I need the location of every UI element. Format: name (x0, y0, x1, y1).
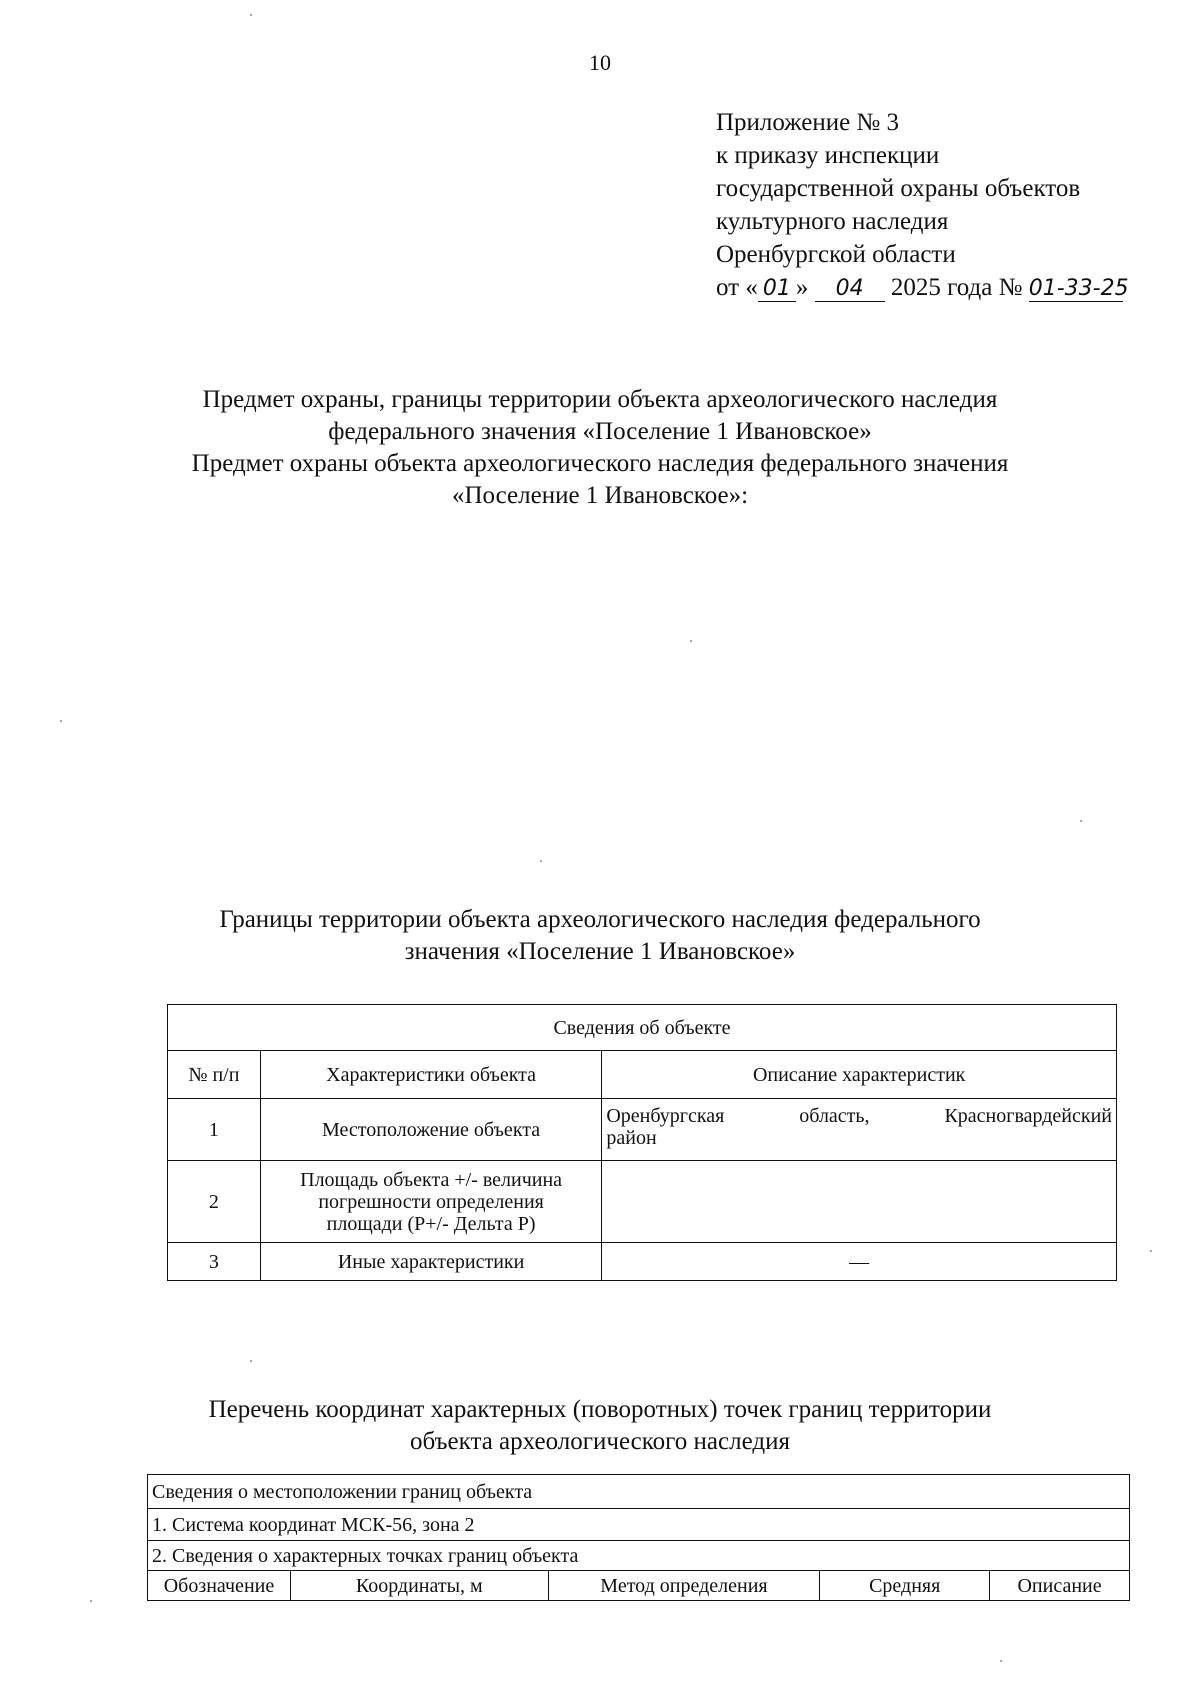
heading-line: Предмет охраны, границы территории объекта археологического наследия (202, 386, 998, 413)
appendix-block (716, 106, 1129, 304)
row-description: — (602, 1243, 1117, 1281)
date-year: 2025 года № (890, 274, 1023, 301)
description-line: район (606, 1127, 657, 1149)
table-row (168, 1243, 1117, 1281)
appendix-line: к приказу инспекции (716, 142, 940, 169)
column-header: Характеристики объекта (260, 1051, 602, 1099)
column-header: Метод определения (548, 1571, 820, 1601)
column-header: Описание (990, 1571, 1130, 1601)
scan-speck (1000, 1660, 1002, 1662)
appendix-date-line (716, 271, 1129, 304)
heading-line: Предмет охраны объекта археологического наследия федерального значения (191, 450, 1009, 477)
coord-section-title: Сведения о местоположении границ объекта (148, 1475, 1130, 1509)
heading-line: Границы территории объекта археологического наследия федерального (219, 906, 981, 933)
row-number: 1 (168, 1099, 261, 1161)
scan-speck (60, 720, 62, 722)
heading-subject-of-protection (0, 384, 1200, 512)
heading-line: значения «Поселение 1 Ивановское» (404, 938, 796, 965)
table-header-row (168, 1051, 1117, 1099)
scan-speck (690, 640, 692, 642)
heading-line: объекта археологического наследия (410, 1428, 790, 1455)
table-row (148, 1475, 1130, 1509)
description-word: область, (799, 1105, 870, 1127)
order-number: 01-33-25 (1028, 276, 1129, 301)
column-header: № п/п (168, 1051, 261, 1099)
coordinates-table (147, 1474, 1130, 1601)
coord-system: 1. Система координат МСК-56, зона 2 (148, 1509, 1130, 1541)
column-header: Координаты, м (290, 1571, 548, 1601)
page-number: 10 (589, 50, 611, 75)
table-row (148, 1541, 1130, 1571)
table-row (168, 1099, 1117, 1161)
heading-line: Перечень координат характерных (поворотных) точек границ территории (208, 1396, 992, 1423)
date-day: 01 (758, 277, 796, 302)
characteristic-line: площади (P+/- Дельта P) (326, 1212, 536, 1235)
heading-line: федерального значения «Поселение 1 Ивановское» (328, 418, 872, 445)
row-characteristic (260, 1161, 602, 1243)
table-row (148, 1509, 1130, 1541)
date-month: 04 (815, 277, 885, 302)
heading-line: «Поселение 1 Ивановское»: (451, 482, 749, 509)
scan-speck (90, 1600, 92, 1602)
description-word: Оренбургская (606, 1105, 725, 1127)
coord-points-title: 2. Сведения о характерных точках границ объекта (148, 1541, 1130, 1571)
row-description (602, 1161, 1117, 1243)
table-title-row (168, 1005, 1117, 1051)
scan-speck (1150, 1250, 1152, 1252)
characteristic-line: Площадь объекта +/- величина (300, 1168, 563, 1191)
row-description (602, 1099, 1117, 1161)
row-number: 3 (168, 1243, 261, 1281)
object-info-table (167, 1004, 1117, 1281)
description-word: Красногвардейский (944, 1105, 1112, 1127)
row-characteristic: Иные характеристики (260, 1243, 602, 1281)
table-header-row (148, 1571, 1130, 1601)
appendix-line: Оренбургской области (716, 241, 956, 268)
table-title: Сведения об объекте (168, 1005, 1117, 1051)
characteristic-line: погрешности определения (318, 1190, 544, 1213)
scan-speck (1080, 820, 1082, 822)
table-row (168, 1161, 1117, 1243)
heading-territory-boundaries (0, 904, 1200, 968)
column-header: Обозначение (148, 1571, 291, 1601)
appendix-line: культурного наследия (716, 208, 949, 235)
column-header: Описание характеристик (602, 1051, 1117, 1099)
scan-speck (250, 1360, 252, 1362)
appendix-line: Приложение № 3 (716, 109, 900, 136)
row-characteristic: Местоположение объекта (260, 1099, 602, 1161)
date-day-close: » (795, 274, 809, 301)
scan-speck (250, 14, 252, 16)
heading-coordinates-list (0, 1394, 1200, 1458)
column-header: Средняя (820, 1571, 990, 1601)
scan-speck (540, 860, 542, 862)
date-prefix: от « (716, 274, 758, 301)
row-number: 2 (168, 1161, 261, 1243)
appendix-line: государственной охраны объектов (716, 175, 1081, 202)
